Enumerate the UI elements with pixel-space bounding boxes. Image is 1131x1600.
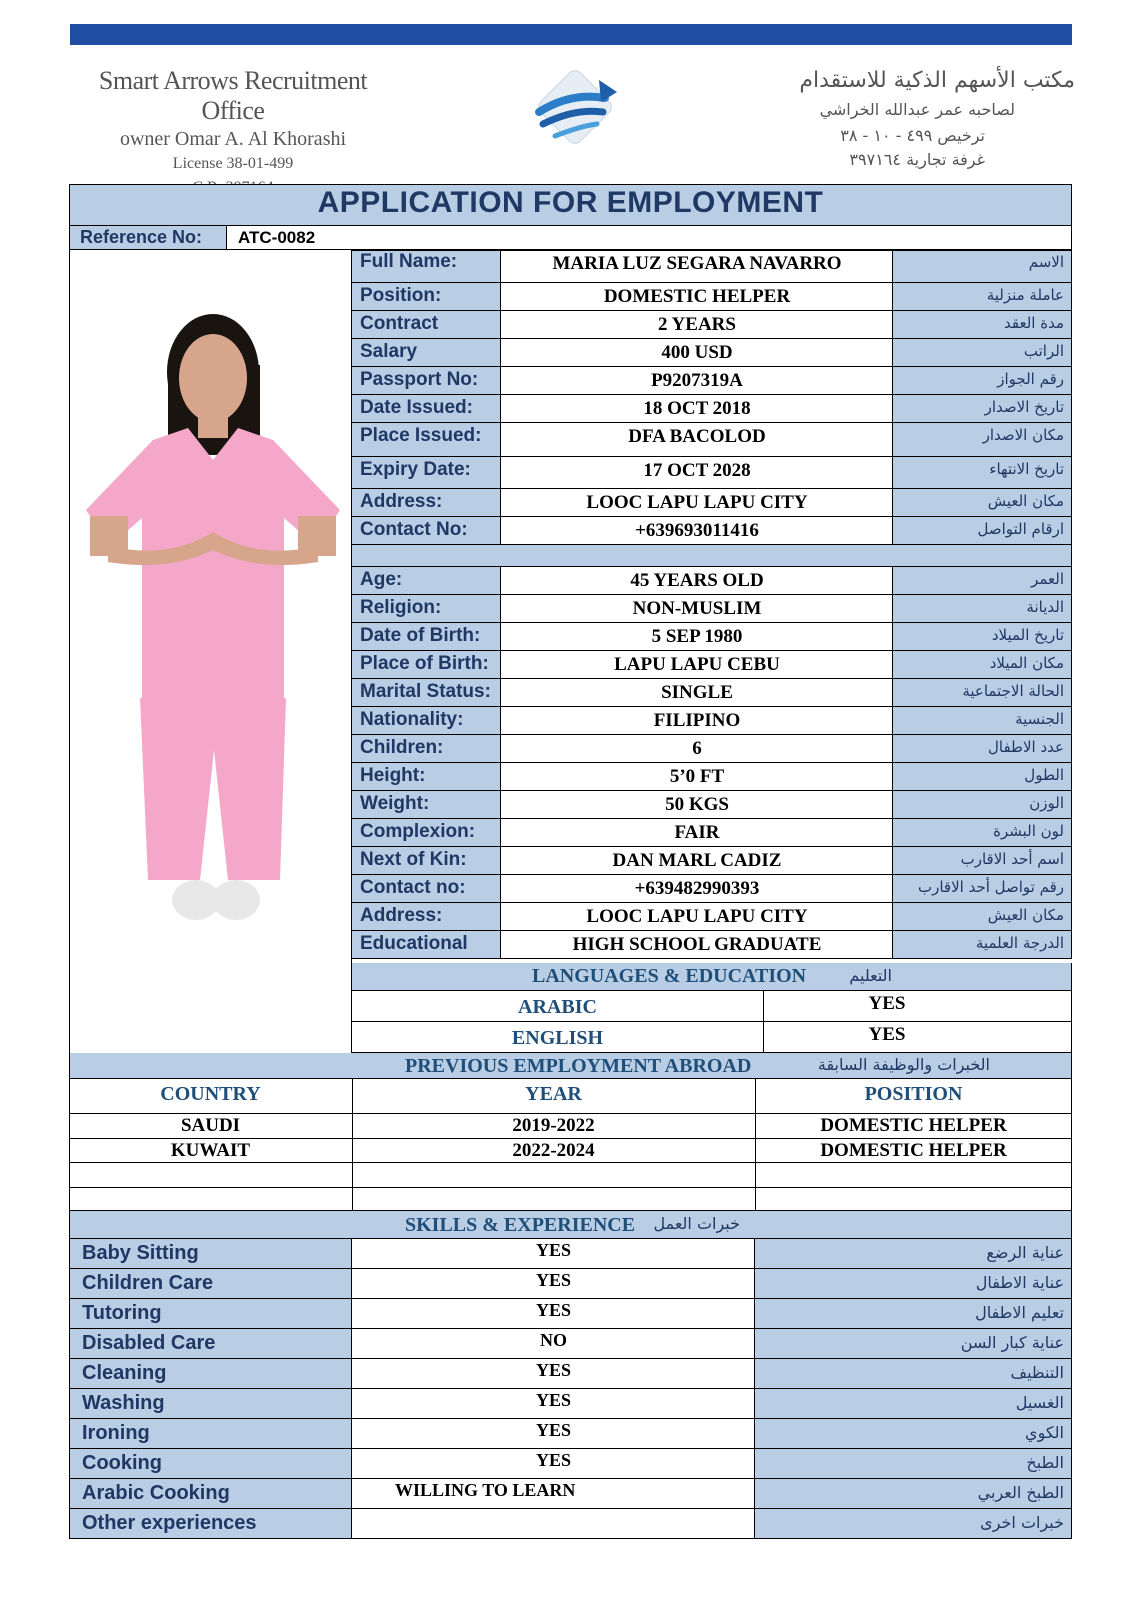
row-arabic: مكان الميلاد — [989, 654, 1064, 672]
row-label: Age: — [360, 569, 403, 590]
row-arabic: مدة العقد — [1004, 314, 1064, 332]
row-value: 17 OCT 2028 — [643, 460, 751, 481]
skill-arabic: تعليم الاطفال — [975, 1303, 1064, 1322]
skill-value-cell — [352, 1509, 755, 1539]
row-label: Salary — [360, 341, 418, 362]
company-name-en: Smart Arrows Recruitment Office — [98, 66, 368, 125]
spacer-row — [352, 545, 1072, 567]
row-value: HIGH SCHOOL GRADUATE — [572, 934, 822, 955]
row-value: FAIR — [674, 822, 720, 843]
company-header-en — [68, 66, 398, 200]
row-arabic: عاملة منزلية — [986, 286, 1064, 304]
skill-value: WILLING TO LEARN — [395, 1480, 576, 1500]
applicant-photo — [78, 310, 348, 935]
value-full-name: MARIA LUZ SEGARA NAVARRO — [552, 253, 842, 274]
row-label: Contract — [360, 313, 439, 334]
row-arabic: رقم تواصل أحد الاقارب — [917, 878, 1064, 896]
skill-arabic: الكوي — [1025, 1423, 1064, 1442]
row-label: Position: — [360, 285, 442, 306]
skill-value: YES — [535, 1360, 571, 1380]
row-label: Educational — [360, 933, 468, 954]
row-value: 18 OCT 2018 — [643, 398, 751, 419]
row-label: Complexion: — [360, 821, 476, 842]
row-arabic: الوزن — [1029, 794, 1064, 812]
skill-value: YES — [535, 1300, 571, 1320]
row-label: Passport No: — [360, 369, 479, 390]
company-logo — [525, 62, 625, 152]
row-value: 5 SEP 1980 — [651, 626, 743, 647]
header-country: COUNTRY — [160, 1083, 261, 1105]
skill-value: YES — [535, 1390, 571, 1410]
company-header-ar — [705, 66, 1075, 172]
page-title: APPLICATION FOR EMPLOYMENT — [317, 186, 824, 219]
row-arabic: تاريخ الميلاد — [991, 626, 1064, 644]
skill-arabic: عناية كبار السن — [960, 1333, 1064, 1352]
row-label: Expiry Date: — [360, 459, 471, 480]
skill-arabic: عناية الاطفال — [975, 1273, 1064, 1292]
row-arabic: تاريخ الاصدار — [984, 398, 1064, 416]
row-value: P9207319A — [651, 370, 743, 391]
row-arabic: اسم أحد الاقارب — [960, 850, 1064, 868]
row-value: 50 KGS — [665, 794, 729, 815]
header-position: POSITION — [864, 1083, 963, 1105]
row-value: LOOC LAPU LAPU CITY — [586, 492, 808, 513]
owner-en: owner Omar A. Al Khorashi — [119, 128, 347, 150]
row-arabic: مكان الاصدار — [982, 426, 1064, 444]
reference-value: ATC-0082 — [238, 228, 316, 247]
employment-year: 2019-2022 — [512, 1115, 595, 1136]
row-label: Place of Birth: — [360, 653, 489, 674]
divider — [69, 1138, 1072, 1139]
row-label: Religion: — [360, 597, 442, 618]
skill-arabic: خبرات اخرى — [980, 1513, 1064, 1532]
skill-arabic: عناية الرضع — [986, 1243, 1064, 1262]
row-label: Weight: — [360, 793, 430, 814]
reference-label: Reference No: — [80, 227, 203, 247]
row-arabic: الراتب — [1023, 342, 1064, 360]
row-label: Contact no: — [360, 877, 466, 898]
row-arabic: عدد الاطفال — [988, 738, 1064, 756]
row-value: DFA BACOLOD — [628, 426, 766, 447]
skill-label: Cooking — [82, 1452, 162, 1474]
employment-year: 2022-2024 — [512, 1140, 595, 1161]
employment-title: PREVIOUS EMPLOYMENT ABROAD — [405, 1055, 752, 1077]
employment-country: KUWAIT — [170, 1140, 251, 1161]
license-en: License 38-01-499 — [172, 155, 294, 172]
row-label: Marital Status: — [360, 681, 491, 702]
row-value: 45 YEARS OLD — [630, 570, 764, 591]
skill-value: YES — [535, 1450, 571, 1470]
row-arabic: الديانة — [1026, 598, 1064, 616]
row-arabic: الطول — [1024, 766, 1064, 784]
row-value: +639693011416 — [635, 520, 759, 541]
row-arabic: تاريخ الانتهاء — [989, 460, 1064, 478]
row-value: 6 — [692, 738, 702, 759]
employment-country: SAUDI — [180, 1115, 241, 1136]
row-label: Date Issued: — [360, 397, 473, 418]
skill-label: Other experiences — [82, 1512, 257, 1534]
row-arabic: لون البشرة — [993, 822, 1064, 840]
skill-label: Disabled Care — [82, 1332, 216, 1354]
row-value: SINGLE — [661, 682, 733, 703]
divider — [69, 1162, 1072, 1163]
skill-value: YES — [535, 1240, 571, 1260]
row-label: Address: — [360, 905, 443, 926]
owner-ar: لصاحبه عمر عبدالله الخراشي — [819, 100, 1015, 119]
skills-title-ar: خبرات العمل — [653, 1214, 740, 1233]
row-label: Contact No: — [360, 519, 468, 540]
row-value: 400 USD — [661, 342, 733, 363]
row-arabic: مكان العيش — [987, 906, 1064, 924]
label-full-name: Full Name: — [360, 251, 458, 272]
row-label: Date of Birth: — [360, 625, 481, 646]
skill-arabic: الغسيل — [1015, 1393, 1064, 1412]
divider — [69, 1113, 1072, 1114]
row-value: LAPU LAPU CEBU — [614, 654, 780, 675]
row-arabic: رقم الجواز — [997, 370, 1064, 388]
language-value: YES — [868, 993, 906, 1014]
row-label: Nationality: — [360, 709, 464, 730]
skill-arabic: التنظيف — [1010, 1363, 1064, 1382]
row-value: FILIPINO — [653, 710, 741, 731]
language-value: YES — [868, 1024, 906, 1045]
divider — [69, 1187, 1072, 1188]
arabic-full-name: الاسم — [1028, 253, 1064, 271]
license-ar: ترخيص ٤٩٩ - ١٠ - ٣٨ — [840, 126, 985, 145]
skills-title: SKILLS & EXPERIENCE — [405, 1214, 636, 1236]
top-bar — [70, 24, 1072, 45]
skill-value: NO — [540, 1330, 567, 1350]
employment-position: DOMESTIC HELPER — [820, 1140, 1007, 1161]
row-value: LOOC LAPU LAPU CITY — [586, 906, 808, 927]
skill-arabic: الطبخ — [1026, 1453, 1064, 1472]
row-arabic: الدرجة العلمية — [975, 934, 1064, 952]
row-label: Next of Kin: — [360, 849, 467, 870]
skill-label: Cleaning — [82, 1362, 167, 1384]
skill-value: YES — [535, 1270, 571, 1290]
employment-position: DOMESTIC HELPER — [820, 1115, 1007, 1136]
skill-label: Children Care — [82, 1272, 214, 1294]
cr-ar: غرفة تجارية ٣٩٧١٦٤ — [849, 150, 985, 169]
skill-label: Ironing — [82, 1422, 150, 1444]
row-label: Height: — [360, 765, 426, 786]
row-value: 5’0 FT — [669, 766, 725, 787]
reference-value-cell — [227, 226, 1072, 250]
skill-label: Washing — [82, 1392, 165, 1414]
employment-title-ar: الخبرات والوظيفة السابقة — [817, 1055, 990, 1074]
row-value: NON-MUSLIM — [632, 598, 762, 619]
row-value: 2 YEARS — [658, 314, 736, 335]
row-arabic: العمر — [1031, 570, 1064, 588]
row-label: Address: — [360, 491, 443, 512]
row-arabic: الجنسية — [1015, 710, 1064, 728]
skill-value: YES — [535, 1420, 571, 1440]
row-label: Children: — [360, 737, 444, 758]
row-label: Place Issued: — [360, 425, 482, 446]
skill-label: Baby Sitting — [82, 1242, 199, 1264]
languages-title-ar: التعليم — [849, 966, 892, 985]
skill-label: Tutoring — [82, 1302, 162, 1324]
languages-title: LANGUAGES & EDUCATION — [532, 965, 807, 987]
row-value: DOMESTIC HELPER — [603, 286, 791, 307]
skill-arabic: الطبخ العربي — [977, 1483, 1064, 1502]
skill-label: Arabic Cooking — [82, 1482, 230, 1504]
row-value: DAN MARL CADIZ — [612, 850, 782, 871]
header-year: YEAR — [525, 1083, 582, 1105]
language-name: ENGLISH — [511, 1027, 604, 1049]
company-name-ar: مكتب الأسهم الذكية للاستقدام — [799, 68, 1075, 93]
row-arabic: مكان العيش — [987, 492, 1064, 510]
row-value: +639482990393 — [634, 878, 760, 899]
row-arabic: ارقام التواصل — [977, 520, 1064, 538]
language-name: ARABIC — [518, 996, 597, 1018]
row-arabic: الحالة الاجتماعية — [962, 682, 1064, 700]
